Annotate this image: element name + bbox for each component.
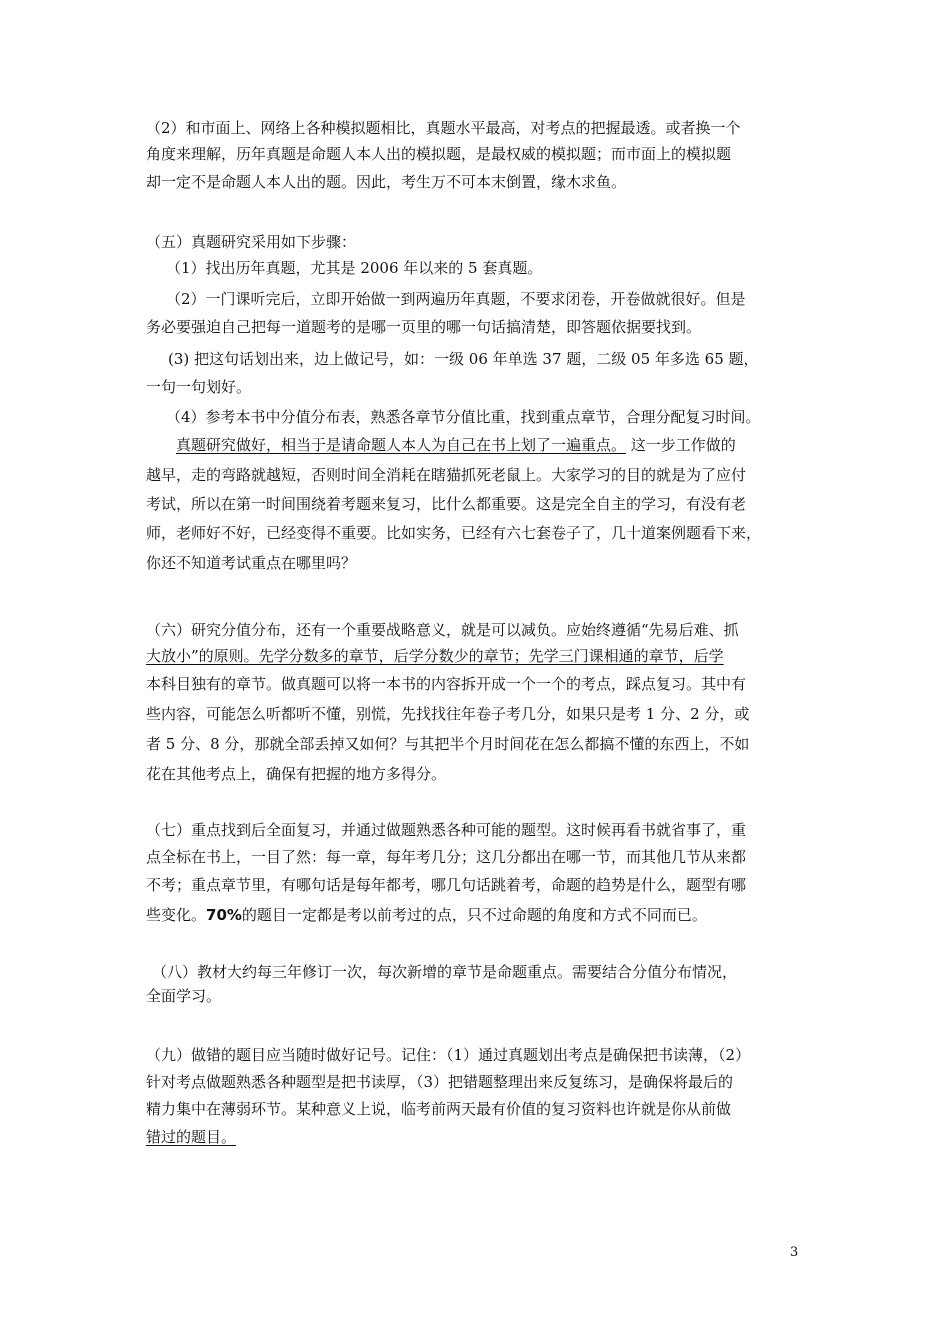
section-7-line-4 (146, 905, 707, 925)
section-9-line-4: 错过的题目。 (146, 1128, 237, 1146)
section-5-step-3-line-2: 一句一句划好。 (146, 378, 252, 396)
section-5-para-line-1 (176, 435, 736, 455)
section-8-line-1: （八）教材大约每三年修订一次，每次新增的章节是命题重点。需要结合分值分布情况， (152, 963, 738, 981)
section-5-para-line-4: 师，老师好不好，已经变得不重要。比如实务，已经有六七套卷子了，几十道案例题看下来， (146, 524, 762, 542)
para-2-line-2: 角度来理解，历年真题是命题人本人出的模拟题，是最权威的模拟题；而市面上的模拟题 (146, 145, 732, 163)
section-7-line-4-end: 的题目一定都是考以前考过的点，只不过命题的角度和方式不同而已。 (241, 906, 707, 924)
section-7-line-2: 点全标在书上，一目了然：每一章，每年考几分；这几分都出在哪一节，而其他几节从来都 (146, 848, 747, 866)
section-6-line-4: 些内容，可能怎么听都听不懂，别慌，先找找往年卷子考几分，如果只是考 1 分、2 分，或 (146, 705, 750, 723)
section-5-step-2-line-2: 务必要强迫自己把每一道题考的是哪一页里的哪一句话搞清楚，即答题依据要找到。 (146, 318, 702, 336)
section-7-line-3: 不考；重点章节里，有哪句话是每年都考，哪几句话跳着考，命题的趋势是什么，题型有哪 (146, 876, 747, 894)
section-6-line-6: 花在其他考点上，确保有把握的地方多得分。 (146, 765, 447, 783)
section-5-step-4: （4）参考本书中分值分布表，熟悉各章节分值比重，找到重点章节，合理分配复习时间。 (166, 408, 761, 426)
section-5-step-2-line-1: （2）一门课听完后，立即开始做一到两遍历年真题，不要求闭卷，开卷做就很好。但是 (166, 290, 746, 308)
section-6-line-2: 大放小”的原则。先学分数多的章节，后学分数少的章节；先学三门课相通的章节，后学 (146, 647, 724, 665)
section-9-line-2: 针对考点做题熟悉各种题型是把书读厚，（3）把错题整理出来反复练习，是确保将最后的 (146, 1073, 734, 1091)
section-7-line-1: （七）重点找到后全面复习，并通过做题熟悉各种可能的题型。这时候再看书就省事了，重 (146, 821, 747, 839)
section-5-para-line-2: 越早，走的弯路就越短，否则时间全消耗在瞎猫抓死老鼠上。大家学习的目的就是为了应付 (146, 466, 747, 484)
section-5-para-line-5: 你还不知道考试重点在哪里吗？ (146, 554, 357, 572)
section-7-line-4-start: 些变化。 (146, 906, 207, 924)
section-9-line-3: 精力集中在薄弱环节。某种意义上说，临考前两天最有价值的复习资料也许就是你从前做 (146, 1100, 732, 1118)
section-5-para-line-1-rest: 这一步工作做的 (626, 436, 736, 454)
section-6-line-3: 本科目独有的章节。做真题可以将一本书的内容拆开成一个一个的考点，踩点复习。其中有 (146, 675, 747, 693)
section-5-para-line-3: 考试，所以在第一时间围绕着考题来复习，比什么都重要。这是完全自主的学习，有没有老 (146, 495, 747, 513)
underlined-key-sentence: 真题研究做好，相当于是请命题人本人为自己在书上划了一遍重点。 (176, 436, 627, 454)
bold-percentage: 70% (206, 906, 242, 924)
section-5-heading: （五）真题研究采用如下步骤： (146, 233, 357, 251)
section-8-line-2: 全面学习。 (146, 987, 222, 1005)
section-5-step-1: （1）找出历年真题，尤其是 2006 年以来的 5 套真题。 (166, 259, 543, 277)
section-6-line-5: 者 5 分、8 分，那就全部丢掉又如何？与其把半个月时间花在怎么都搞不懂的东西上，不如 (146, 735, 750, 753)
section-6-line-1: （六）研究分值分布，还有一个重要战略意义，就是可以减负。应始终遵循“先易后难、抓 (146, 621, 739, 639)
section-5-step-3-line-1: (3) 把这句话划出来，边上做记号，如：一级 06 年单选 37 题，二级 05 年多选 65 题， (168, 350, 759, 368)
page-number: 3 (790, 1245, 799, 1260)
section-9-line-1: （九）做错的题目应当随时做好记号。记住：（1）通过真题划出考点是确保把书读薄，（2） (146, 1046, 751, 1064)
para-2-line-3: 却一定不是命题人本人出的题。因此，考生万不可本末倒置，缘木求鱼。 (146, 173, 627, 191)
para-2-line-1: （2）和市面上、网络上各种模拟题相比，真题水平最高，对考点的把握最透。或者换一个 (146, 119, 741, 137)
